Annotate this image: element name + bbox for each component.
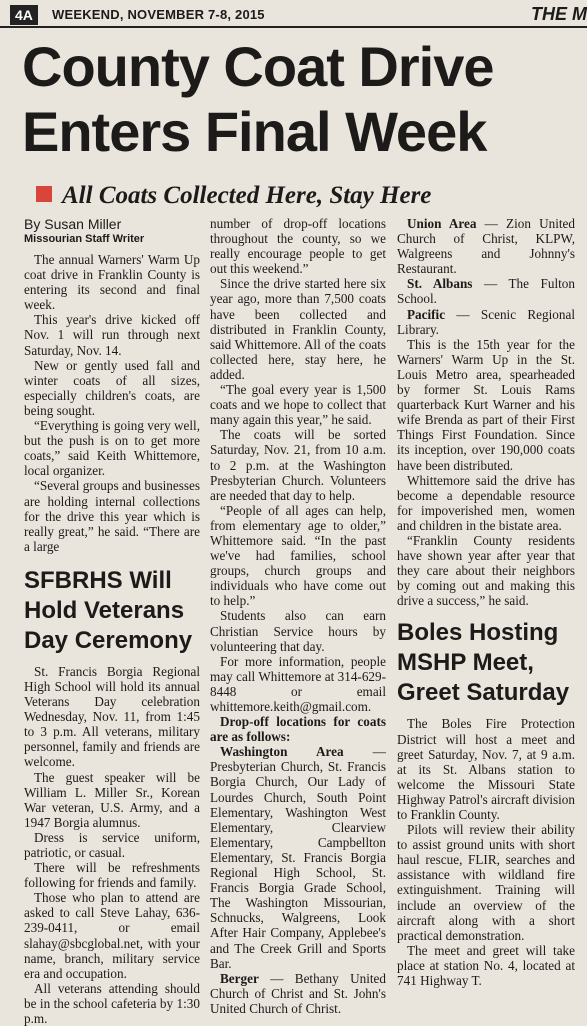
paragraph: Whittemore said the drive has become a dependable resource for impoverished men, women and children in the bistate area. — [397, 472, 575, 533]
masthead — [0, 0, 587, 28]
subhead-text: All Coats Collected Here, Stay Here — [62, 182, 432, 209]
paragraph: There will be refreshments following for friends and family. — [24, 860, 200, 891]
byline: By Susan Miller — [24, 216, 122, 232]
location-entry — [210, 971, 386, 1016]
paragraph: The guest speaker will be William L. Miller Sr., Korean War veteran, U.S. Army, and a 1947 Borgia alumnus. — [24, 769, 200, 830]
paragraph: number of drop-off locations throughout the county, so we really encourage people to get out this weekend.” — [210, 216, 386, 277]
paragraph: Dress is service uniform, patriotic, or casual. — [24, 829, 200, 860]
location-label: Pacific — [407, 306, 446, 322]
column-2 — [210, 216, 386, 1016]
paragraph: The Boles Fire Protection District will host a meet and greet Saturday, Nov. 7, at 9 a.m. at its St. Albans station to welcome the Missouri State Highway Patrol's aircraft division to Franklin County. — [397, 716, 575, 822]
location-text: — Presbyterian Church, St. Francis Borgia Church, Our Lady of Lourdes Church, South Point Elementary, Washington West Elementary, Clearview Elementary, Campbellton Elementary, St. Francis Borgia Regional High School, St. Francis Borgia Grade School, The Washington Missourian, Schnucks, Walgreens, Look After Hair Company, Applebee's and The Creek Grill and Sports Bar. — [210, 744, 386, 971]
paragraph: “Everything is going very well, but the push is on to get more coats,” said Keith Whittemore, local organizer. — [24, 418, 200, 479]
paragraph: Pilots will review their ability to assist ground units with short haul rescue, FLIR, searches and assistance with wildland fire extinguishment. Training will include an overview of the aircraft along with a short practical demonstration. — [397, 822, 575, 943]
paragraph: Since the drive started here six year ago, more than 7,500 coats have been collected and distributed in Franklin County, said Whittemore. All of the coats collected here, stay here, he added. — [210, 276, 386, 382]
paragraph: “People of all ages can help, from elementary age to older,” Whittemore said. “In the past we've had families, school groups, church groups and individuals who have come out to help.” — [210, 502, 386, 609]
location-label: Berger — [220, 970, 259, 986]
main-subhead — [36, 180, 576, 212]
paragraph: Students also can earn Christian Service hours by volunteering that day. — [210, 608, 386, 654]
paper-name: THE M — [531, 4, 587, 24]
dropoff-heading: Drop-off locations for coats are as follows: — [210, 714, 386, 745]
location-label: Washington Area — [220, 744, 344, 760]
paragraph: “Several groups and businesses are holding internal collections for the drive this year which is really great,” he said. “There are a large — [24, 478, 200, 554]
paragraph: For more information, people may call Whittemore at 314-629-8448 or email whittemore.keith@gmail.com. — [210, 653, 386, 714]
location-label: St. Albans — [407, 276, 473, 292]
page-number: 4A — [10, 5, 38, 25]
location-text: — Bethany United Church of Christ and St. John's United Church of Christ. — [210, 970, 386, 1016]
main-headline: County Coat Drive Enters Final Week — [22, 35, 494, 163]
paragraph: The coats will be sorted Saturday, Nov. 21, from 10 a.m. to 2 p.m. at the Washington Presbyterian Church. Volunteers are needed that day to help. — [210, 427, 386, 503]
location-text: — Scenic Regional Library. — [397, 306, 575, 337]
location-text: — The Fulton School. — [397, 276, 575, 307]
paragraph: The annual Warners' Warm Up coat drive in Franklin County is entering its second and final week. — [24, 252, 200, 313]
location-text: — Zion United Church of Christ, KLPW, Walgreens and Johnny's Restaurant. — [397, 216, 575, 277]
paragraph: New or gently used fall and winter coats of all sizes, especially children's coats, are being sought. — [24, 357, 200, 418]
paragraph: “The goal every year is 1,500 coats and we hope to collect that many again this year,” he said. — [210, 382, 386, 428]
paragraph: The meet and greet will take place at station No. 4, located at 741 Highway T. — [397, 942, 575, 989]
paragraph: All veterans attending should be in the school cafeteria by 1:30 p.m. — [24, 980, 200, 1026]
boles-headline: Boles Hosting MSHP Meet, Greet Saturday — [397, 619, 570, 707]
location-entry — [397, 216, 575, 276]
column-1 — [24, 216, 200, 1026]
location-label: Union Area — [407, 216, 477, 231]
red-square-bullet-icon — [36, 186, 52, 202]
paragraph: This year's drive kicked off Nov. 1 will run through next Saturday, Nov. 14. — [24, 312, 200, 358]
paragraph: St. Francis Borgia Regional High School will hold its annual Veterans Day celebration Wednesday, Nov. 11, from 1:45 to 3 p.m. All veterans, military personnel, family and friends are welcome. — [24, 663, 200, 770]
location-entry — [210, 744, 386, 970]
column-3 — [397, 216, 575, 988]
paragraph: “Franklin County residents have shown year after year that they care about their neighbors by coming out and making this drive a success,” he said. — [397, 532, 575, 609]
location-entry — [397, 307, 575, 337]
location-entry — [397, 276, 575, 306]
veterans-headline: SFBRHS Will Hold Veterans Day Ceremony — [24, 566, 193, 654]
paragraph: Those who plan to attend are asked to call Steve Lahay, 636-239-0411, or email slahay@sbcglobal.net, with your name, branch, military service era and occupation. — [24, 890, 200, 981]
paragraph: This is the 15th year for the Warners' Warm Up in the St. Louis Metro area, spearheaded by former St. Louis Rams quarterback Kurt Warner and his wife Brenda as part of their First Things First Foundation. Since its inception, over 190,000 coats have been distributed. — [397, 336, 575, 473]
issue-date: WEEKEND, NOVEMBER 7-8, 2015 — [52, 7, 265, 22]
byline-credit: Missourian Staff Writer — [24, 233, 145, 245]
